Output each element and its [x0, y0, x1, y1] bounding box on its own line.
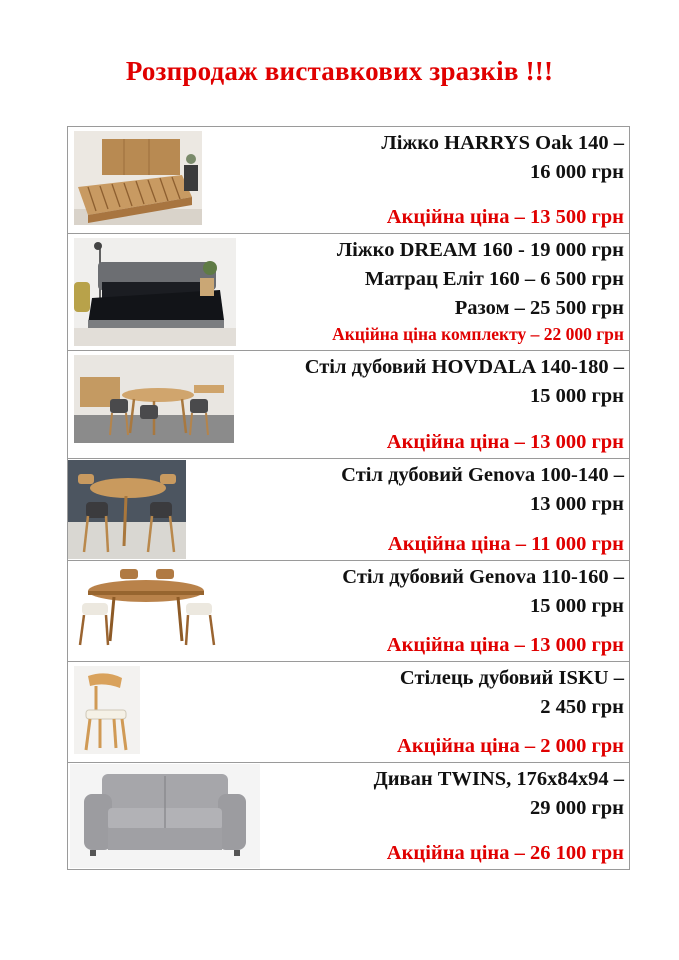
oak-bed-photo — [74, 131, 202, 225]
product-price-line: 13 000 грн — [529, 493, 624, 515]
promo-price: Акційна ціна – 13 000 грн — [386, 431, 624, 453]
sofa-photo — [70, 764, 260, 868]
promo-price: Акційна ціна – 13 500 грн — [386, 206, 624, 228]
promo-price: Акційна ціна – 13 000 грн — [386, 634, 624, 656]
promo-price: Акційна ціна – 26 100 грн — [386, 842, 624, 864]
table-row — [68, 763, 630, 870]
product-name-line: Диван TWINS, 176x84x94 – — [373, 768, 624, 790]
table-row — [68, 662, 630, 763]
product-name-line: Стіл дубовий Genova 110-160 – — [342, 566, 624, 588]
product-name-line: Стілець дубовий ISKU – — [399, 667, 624, 689]
table-row — [68, 127, 630, 234]
product-name-line: Стіл дубовий Genova 100-140 – — [341, 464, 624, 486]
promo-price: Акційна ціна – 2 000 грн — [397, 735, 624, 757]
product-name-line: Ліжко DREAM 160 - 19 000 грн — [336, 239, 624, 261]
table-row — [68, 234, 630, 351]
product-price-line: Разом – 25 500 грн — [454, 297, 624, 319]
dining-set-photo — [74, 355, 234, 443]
product-name-line: Матрац Еліт 160 – 6 500 грн — [364, 268, 624, 290]
product-price-line: 29 000 грн — [529, 797, 624, 819]
promo-price: Акційна ціна – 11 000 грн — [387, 533, 624, 555]
round-table-photo — [68, 460, 186, 559]
table-row — [68, 561, 630, 662]
grey-bed-photo — [74, 238, 236, 346]
page-title: Розпродаж виставкових зразків !!! — [125, 56, 554, 86]
product-price-line: 15 000 грн — [529, 385, 624, 407]
table-row — [68, 351, 630, 459]
oval-table-photo — [74, 565, 222, 649]
product-price-line: 2 450 грн — [540, 696, 624, 718]
product-price-line: 15 000 грн — [529, 595, 624, 617]
promo-price: Акційна ціна комплекту – 22 000 грн — [332, 324, 624, 344]
chair-photo — [74, 666, 140, 754]
table-row — [68, 459, 630, 561]
product-price-line: 16 000 грн — [529, 161, 624, 183]
sale-table — [67, 126, 630, 870]
product-name-line: Ліжко HARRYS Oak 140 – — [381, 132, 624, 154]
product-name-line: Стіл дубовий HOVDALA 140-180 – — [304, 356, 624, 378]
